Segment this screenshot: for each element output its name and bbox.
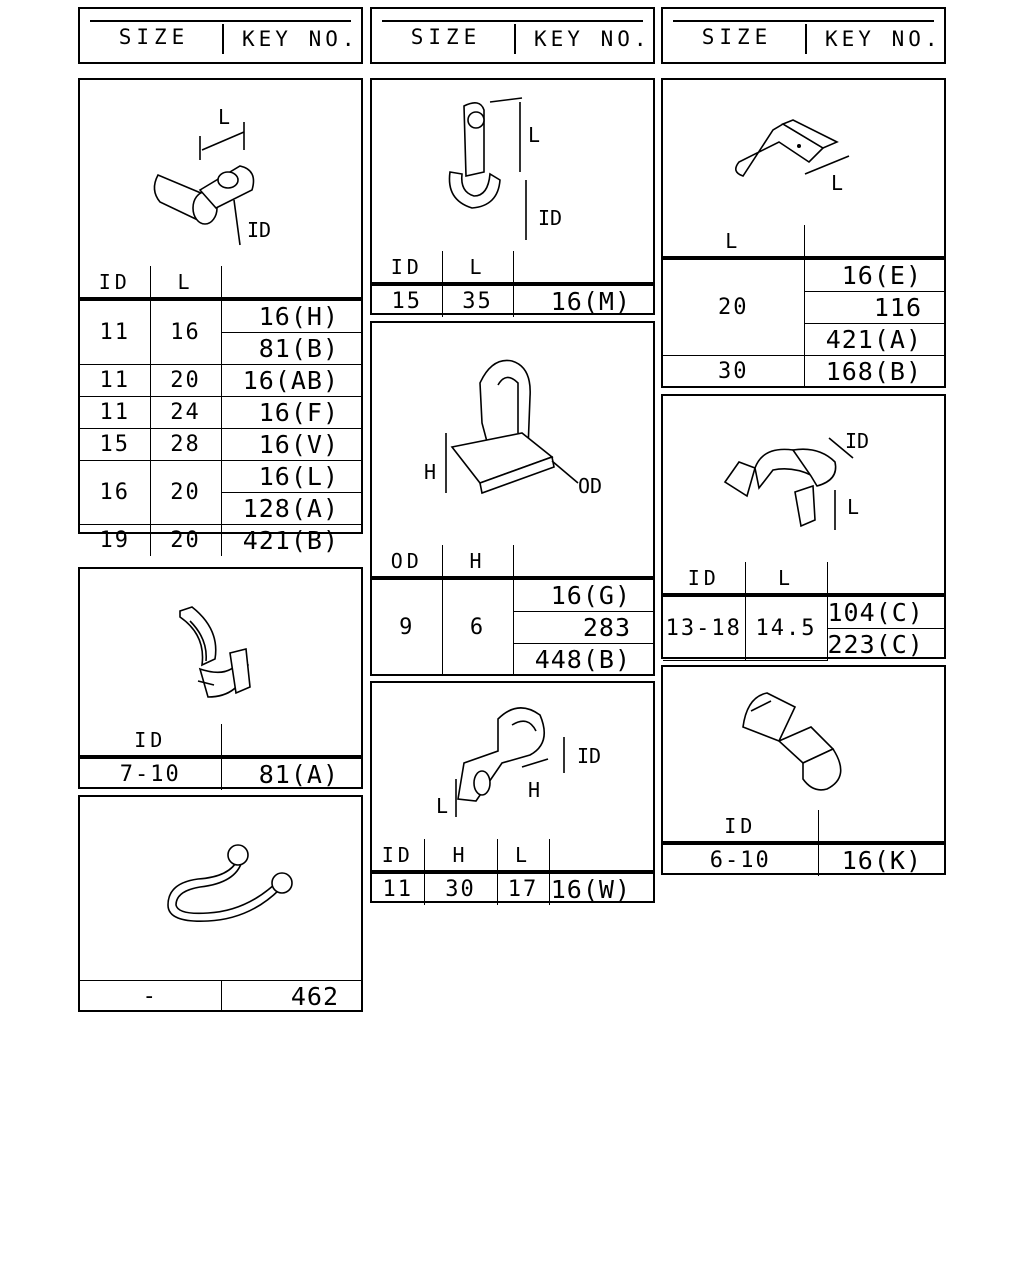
label-OD: OD (578, 474, 603, 498)
cell-l: 20 (663, 258, 804, 356)
label-H: H (528, 778, 541, 802)
key-cell: 104(C) (827, 595, 944, 629)
col-l: L (497, 839, 549, 872)
size-table-p9 (663, 810, 944, 876)
key-cell: 16(V) (221, 429, 361, 461)
label-ID: ID (845, 429, 870, 453)
panel-retainer-p5 (370, 321, 655, 676)
cell-l: 20 (150, 525, 221, 557)
cell-l: 20 (150, 365, 221, 397)
clamp-p1-drawing (80, 80, 361, 266)
cell-h: 30 (424, 872, 497, 905)
col-id: ID (372, 839, 424, 872)
label-L: L (218, 105, 231, 129)
cell-id: 19 (80, 525, 150, 557)
size-table-p4 (372, 251, 653, 317)
cell-l: 17 (497, 872, 549, 905)
key-cell: 16(F) (221, 397, 361, 429)
retainer-p5-drawing (372, 323, 653, 545)
key-cell: 16(K) (818, 843, 944, 876)
label-L: L (831, 171, 844, 195)
cell-id: 15 (372, 284, 442, 317)
cell-id: 13-18 (663, 595, 745, 660)
col-od: OD (372, 545, 442, 578)
cell-id: 11 (80, 299, 150, 365)
clip-p2-drawing (80, 569, 361, 724)
panel-dclip-p8 (661, 394, 946, 659)
key-cell: 16(G) (513, 578, 653, 612)
band-p4-drawing (372, 80, 653, 251)
size-header: SIZE (410, 25, 482, 49)
col-h: H (424, 839, 497, 872)
cell-l: 35 (442, 284, 513, 317)
cell-l: 24 (150, 397, 221, 429)
panel-clamp-p1 (78, 78, 363, 555)
label-ID: ID (577, 744, 602, 768)
key-cell: 16(AB) (221, 365, 361, 397)
cell-l: 20 (150, 461, 221, 525)
col-l: L (442, 251, 513, 284)
key-cell: 168(B) (804, 356, 944, 388)
size-table-p1 (80, 266, 361, 556)
label-ID: ID (247, 218, 272, 242)
cell-id: 15 (80, 429, 150, 461)
label-H: H (424, 460, 437, 484)
label-L: L (528, 123, 541, 147)
cell-id: 11 (80, 397, 150, 429)
key-no-header: KEY NO. (514, 24, 651, 54)
panel-pclamp-p6 (370, 681, 655, 903)
key-cell: 116 (804, 292, 944, 324)
key-cell: 16(L) (221, 461, 361, 493)
header-box-col2 (370, 7, 655, 64)
col-id: ID (80, 724, 221, 757)
panel-clip-p2 (78, 567, 363, 789)
key-no-header: KEY NO. (222, 24, 359, 54)
key-cell: 448(B) (513, 644, 653, 676)
label-L: L (847, 495, 860, 519)
header-box-col1 (78, 7, 363, 64)
pclamp-p6-drawing (372, 683, 653, 839)
size-header: SIZE (118, 25, 190, 49)
panel-edge-p9 (661, 665, 946, 875)
label-L: L (436, 794, 449, 818)
cell-l: 28 (150, 429, 221, 461)
size-header: SIZE (701, 25, 773, 49)
key-cell: 283 (513, 612, 653, 644)
edge-p9-drawing (663, 667, 944, 810)
key-no-header: KEY NO. (805, 24, 942, 54)
key-cell: 223(C) (827, 629, 944, 661)
col-l: L (663, 225, 804, 258)
header-box-col3 (661, 7, 946, 64)
cell-id: - (80, 981, 221, 1013)
cell-h: 6 (442, 578, 513, 675)
cell-l: 16 (150, 299, 221, 365)
cell-id: 7-10 (80, 757, 221, 790)
hook-p7-drawing (663, 80, 944, 225)
col-id: ID (80, 266, 150, 299)
size-table-p8 (663, 562, 944, 661)
col-id: ID (663, 562, 745, 595)
size-table-p3 (80, 980, 361, 1012)
col-id: ID (372, 251, 442, 284)
key-cell: 421(A) (804, 324, 944, 356)
dclip-p8-drawing (663, 396, 944, 562)
key-cell: 421(B) (221, 525, 361, 557)
cell-l: 14.5 (745, 595, 827, 660)
cell-od: 9 (372, 578, 442, 675)
loop-p3-drawing (80, 797, 361, 980)
panel-loop-p3 (78, 795, 363, 1012)
col-l: L (745, 562, 827, 595)
key-cell: 462 (221, 981, 361, 1013)
size-table-p7 (663, 225, 944, 387)
cell-l: 30 (663, 356, 804, 388)
key-cell: 128(A) (221, 493, 361, 525)
key-cell: 16(H) (221, 299, 361, 333)
cell-id: 11 (80, 365, 150, 397)
key-cell: 16(W) (549, 872, 653, 905)
key-cell: 81(A) (221, 757, 361, 790)
label-ID: ID (538, 206, 563, 230)
key-cell: 16(M) (513, 284, 653, 317)
panel-band-p4 (370, 78, 655, 315)
cell-id: 16 (80, 461, 150, 525)
key-cell: 81(B) (221, 333, 361, 365)
size-table-p2 (80, 724, 361, 790)
cell-id: 11 (372, 872, 424, 905)
cell-id: 6-10 (663, 843, 818, 876)
col-l: L (150, 266, 221, 299)
col-h: H (442, 545, 513, 578)
size-table-p5 (372, 545, 653, 676)
col-id: ID (663, 810, 818, 843)
size-table-p6 (372, 839, 653, 905)
key-cell: 16(E) (804, 258, 944, 292)
panel-hook-p7 (661, 78, 946, 388)
